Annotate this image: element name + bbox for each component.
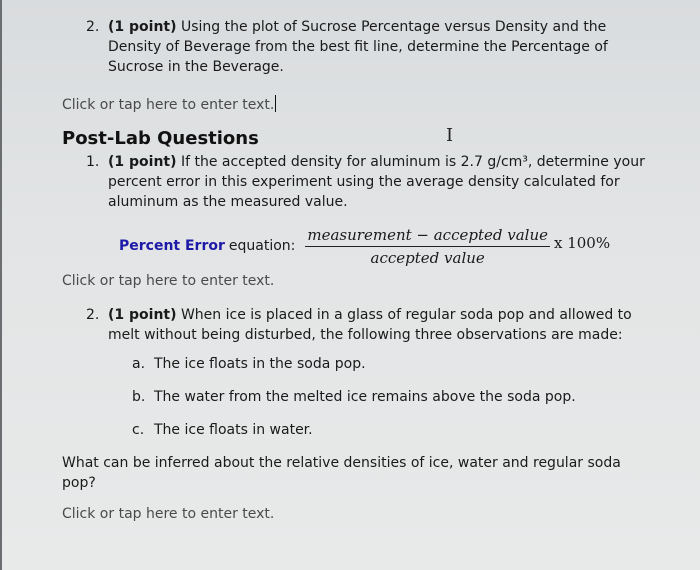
question-text-line: When ice is placed in a glass of regular soda pop and allowed to (176, 307, 632, 323)
observation-text: The water from the melted ice remains above the soda pop. (154, 389, 576, 405)
answer-field-sucrose[interactable] (62, 95, 276, 113)
question-text-line: aluminum as the measured value. (108, 194, 348, 210)
inference-question: What can be inferred about the relative densities of ice, water and regular soda pop? (62, 455, 621, 491)
post-lab-question-1 (86, 152, 676, 212)
observation-a (132, 356, 366, 372)
ibeam-cursor-icon: I (446, 125, 454, 146)
equation-denominator: accepted value (370, 248, 485, 267)
text-caret (275, 95, 276, 112)
equation-multiplier: x 100% (553, 234, 611, 252)
answer-field-percent-error[interactable] (62, 273, 274, 289)
observation-text: The ice floats in water. (154, 422, 313, 438)
observation-text: The ice floats in the soda pop. (154, 356, 366, 372)
observation-letter: c. (132, 422, 145, 438)
question-text-line: percent error in this experiment using the average density calculated for (108, 174, 620, 190)
question-text-line: Density of Beverage from the best fit line, determine the Percentage of (108, 39, 608, 55)
post-lab-question-2 (86, 305, 676, 345)
equation-label: Percent Error (119, 238, 225, 254)
observation-letter: a. (132, 356, 146, 372)
equation-label-suffix: equation: (228, 238, 296, 254)
observation-letter: b. (132, 389, 146, 405)
question-points: (1 point) (108, 307, 177, 323)
percent-error-equation (119, 222, 610, 270)
question-points: (1 point) (108, 154, 177, 170)
observation-b (132, 389, 576, 405)
question-text-line: If the accepted density for aluminum is 2.7 g/cm³, determine your (176, 154, 645, 170)
question-number: 2. (86, 19, 100, 35)
question-number: 1. (86, 154, 100, 170)
answer-placeholder: Click or tap here to enter text. (62, 506, 275, 522)
answer-placeholder: Click or tap here to enter text. (62, 97, 275, 113)
equation-numerator: measurement − accepted value (305, 226, 550, 247)
question-2-sucrose (86, 17, 666, 77)
answer-field-inference[interactable] (62, 506, 274, 522)
question-text-line: melt without being disturbed, the following three observations are made: (108, 327, 623, 343)
question-number: 2. (86, 307, 100, 323)
answer-placeholder: Click or tap here to enter text. (62, 273, 275, 289)
equation-fraction (305, 226, 550, 267)
observation-c (132, 422, 313, 438)
question-text-line: Using the plot of Sucrose Percentage versus Density and the (176, 19, 607, 35)
section-heading-post-lab: Post-Lab Questions (62, 128, 259, 149)
question-points: (1 point) (108, 19, 177, 35)
question-text-line: Sucrose in the Beverage. (108, 59, 284, 75)
